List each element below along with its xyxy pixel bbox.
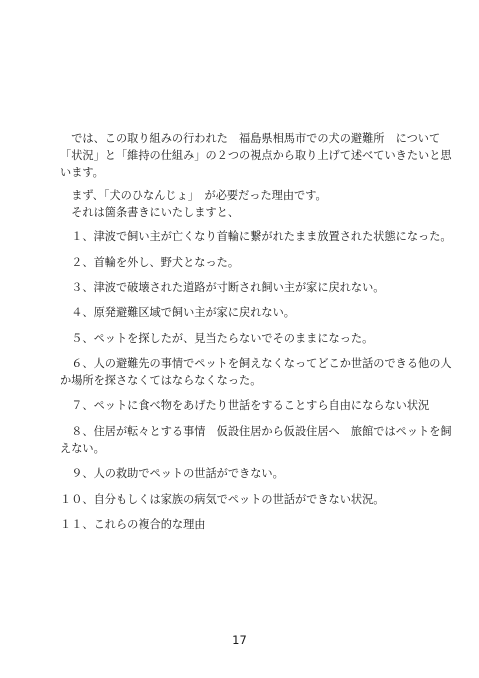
list-item-6: ６、人の避難先の事情でペットを飼えなくなってどこか世話のできる他の人 xyxy=(60,357,452,370)
list-item-10: １０、自分もしくは家族の病気でペットの世話ができない状況。 xyxy=(60,493,385,506)
list-item-8: ８、住居が転々とする事情 仮設住居から仮設住居へ 旅館ではペットを飼 xyxy=(60,425,452,438)
reason-heading: まず、「犬のひなんじょ」 が必要だった理由です。 xyxy=(60,189,327,202)
list-item-5: ５、ペットを探したが、見当たらないでそのままになった。 xyxy=(60,332,374,345)
intro-line-3: います。 xyxy=(60,166,104,179)
list-item-2: ２、首輪を外し、野犬となった。 xyxy=(60,256,240,269)
page-number: 17 xyxy=(232,633,247,647)
list-item-8-cont: えない。 xyxy=(60,442,105,455)
intro-line-2: 「状況」と「維持の仕組み」の２つの視点から取り上げて述べていきたいと思 xyxy=(60,149,452,162)
list-item-9: ９、人の救助でペットの世話ができない。 xyxy=(60,467,284,480)
list-item-11: １１、これらの複合的な理由 xyxy=(60,518,206,531)
list-item-1: １、津波で飼い主が亡くなり首輪に繋がれたまま放置された状態になった。 xyxy=(60,230,452,243)
intro-line-1: では、この取り組みの行われた 福島県相馬市での犬の避難所 について xyxy=(60,132,441,145)
list-item-6-cont: か場所を探さなくてはならなくなった。 xyxy=(60,374,262,387)
list-item-3: ３、津波で破壊された道路が寸断され飼い主が家に戻れない。 xyxy=(60,281,385,294)
reason-list-intro: それは箇条書きにいたしますと、 xyxy=(60,206,240,219)
list-item-4: ４、原発避難区域で飼い主が家に戻れない。 xyxy=(60,306,295,319)
list-item-7: ７、ペットに食べ物をあげたり世話をすることすら自由にならない状況 xyxy=(60,399,430,412)
